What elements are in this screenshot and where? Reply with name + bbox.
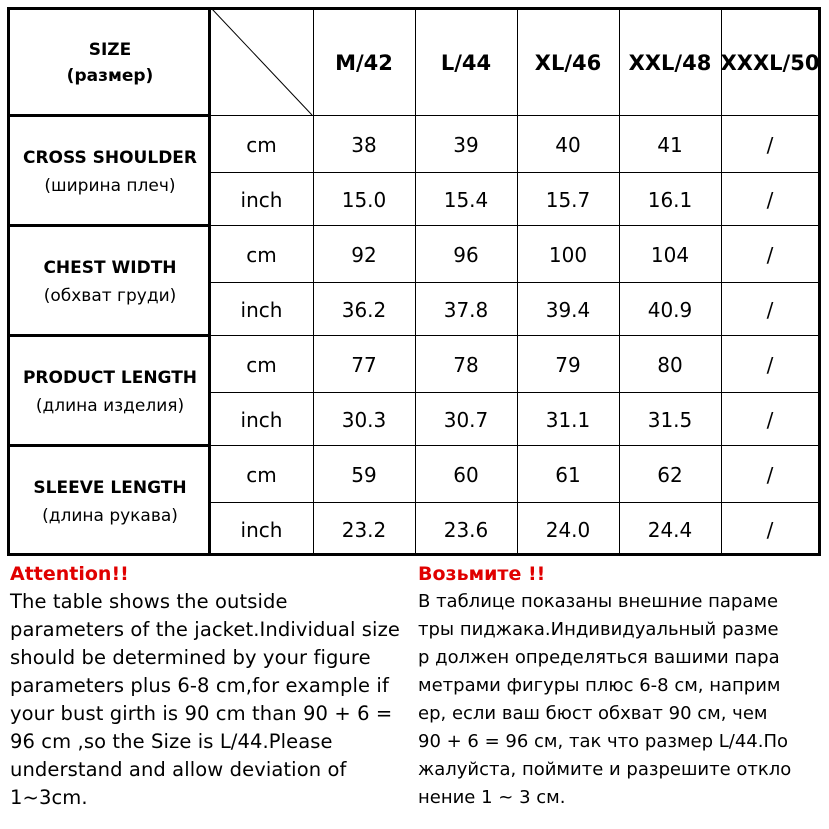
value-cell: 40: [555, 132, 581, 157]
note-english-line: parameters plus 6-8 cm,for example if: [10, 674, 389, 697]
value-cell: 15.4: [443, 187, 489, 212]
unit-cell-cm: cm: [246, 242, 277, 267]
column-header-xl: XL/46: [534, 51, 602, 75]
note-english: [10, 560, 410, 812]
unit-cell-cm: cm: [246, 132, 277, 157]
column-header-l: L/44: [440, 51, 492, 75]
value-cell: 100: [548, 242, 588, 267]
note-english-line: understand and allow deviation of: [10, 758, 347, 781]
value-cell: /: [766, 242, 774, 267]
value-cell: 60: [453, 462, 479, 487]
note-english-line: your bust girth is 90 cm than 90 + 6 =: [10, 702, 393, 725]
column-header-xxl: XXL/48: [628, 51, 712, 75]
value-cell: 38: [351, 132, 377, 157]
size-header-cell: [10, 10, 210, 116]
unit-cell-cm: cm: [246, 462, 277, 487]
value-cell: 62: [657, 462, 683, 487]
unit-cell-inch: inch: [240, 187, 283, 212]
value-cell: 30.3: [341, 407, 387, 432]
value-cell: 37.8: [443, 297, 489, 322]
parameter-name: PRODUCT LENGTH: [22, 368, 198, 388]
value-cell: 36.2: [341, 297, 387, 322]
value-cell: 30.7: [443, 407, 489, 432]
size-header-sub: (размер): [66, 66, 154, 86]
value-cell: 39: [453, 132, 479, 157]
parameter-name-cell: [10, 337, 210, 447]
parameter-name-ru: (длина изделия): [35, 396, 185, 416]
value-cell: /: [766, 407, 774, 432]
value-cell: 59: [351, 462, 377, 487]
diagonal-header-cell: [210, 7, 314, 117]
value-cell: 61: [555, 462, 581, 487]
unit-cell-inch: inch: [240, 297, 283, 322]
note-russian-line: 90 + 6 = 96 см, так что размер L/44.По: [418, 731, 789, 752]
value-cell: 39.4: [545, 297, 591, 322]
parameter-name-ru: (длина рукава): [42, 506, 178, 526]
note-english-line: parameters of the jacket.Individual size: [10, 618, 401, 641]
note-english-line: The table shows the outside: [10, 590, 288, 613]
value-cell: 80: [657, 352, 683, 377]
unit-cell-cm: cm: [246, 352, 277, 377]
value-cell: 15.7: [545, 187, 591, 212]
value-cell: /: [766, 352, 774, 377]
note-english-line: 96 cm ,so the Size is L/44.Please: [10, 730, 333, 753]
value-cell: /: [766, 132, 774, 157]
size-header-label: SIZE: [88, 40, 132, 60]
value-cell: 15.0: [341, 187, 387, 212]
note-russian-line: тры пиджака.Индивидуальный разме: [418, 619, 779, 640]
parameter-name-ru: (обхват груди): [43, 286, 177, 306]
parameter-name-ru: (ширина плеч): [44, 176, 176, 196]
value-cell: 96: [453, 242, 479, 267]
column-header-m: M/42: [335, 51, 393, 75]
value-cell: 31.1: [545, 407, 591, 432]
parameter-name-cell: [10, 447, 210, 557]
note-english-line: should be determined by your figure: [10, 646, 371, 669]
value-cell: 92: [351, 242, 377, 267]
note-english-line: 1~3cm.: [10, 786, 88, 809]
diagonal-line: [212, 9, 312, 115]
note-russian-line: р должен определяться вашими пара: [418, 647, 780, 668]
value-cell: 79: [555, 352, 581, 377]
parameter-name-cell: [10, 227, 210, 337]
note-russian-line: В таблице показаны внешние параме: [418, 591, 779, 612]
value-cell: /: [766, 297, 774, 322]
value-cell: /: [766, 187, 774, 212]
value-cell: 41: [657, 132, 683, 157]
value-cell: 40.9: [647, 297, 693, 322]
column-header-xxxl: XXXL/50: [720, 51, 820, 75]
parameter-name: CROSS SHOULDER: [22, 148, 198, 168]
note-russian-line: нение 1 ~ 3 см.: [418, 787, 566, 808]
value-cell: 23.6: [443, 517, 489, 542]
unit-cell-inch: inch: [240, 517, 283, 542]
unit-cell-inch: inch: [240, 407, 283, 432]
note-english-title: Attention!!: [10, 563, 129, 585]
note-russian-line: метрами фигуры плюс 6-8 см, наприм: [418, 675, 781, 696]
note-russian-line: жалуйста, поймите и разрешите откло: [418, 759, 792, 780]
value-cell: 78: [453, 352, 479, 377]
value-cell: 24.4: [647, 517, 693, 542]
parameter-name-cell: [10, 117, 210, 227]
value-cell: 23.2: [341, 517, 387, 542]
value-cell: 24.0: [545, 517, 591, 542]
note-russian-title: Возьмите !!: [418, 563, 546, 585]
note-russian: [418, 560, 828, 812]
note-russian-line: ер, если ваш бюст обхват 90 см, чем: [418, 703, 768, 724]
value-cell: 16.1: [647, 187, 693, 212]
value-cell: 77: [351, 352, 377, 377]
value-cell: 31.5: [647, 407, 693, 432]
parameter-name: CHEST WIDTH: [43, 258, 177, 278]
value-cell: /: [766, 517, 774, 542]
value-cell: 104: [650, 242, 690, 267]
parameter-name: SLEEVE LENGTH: [33, 478, 187, 498]
value-cell: /: [766, 462, 774, 487]
